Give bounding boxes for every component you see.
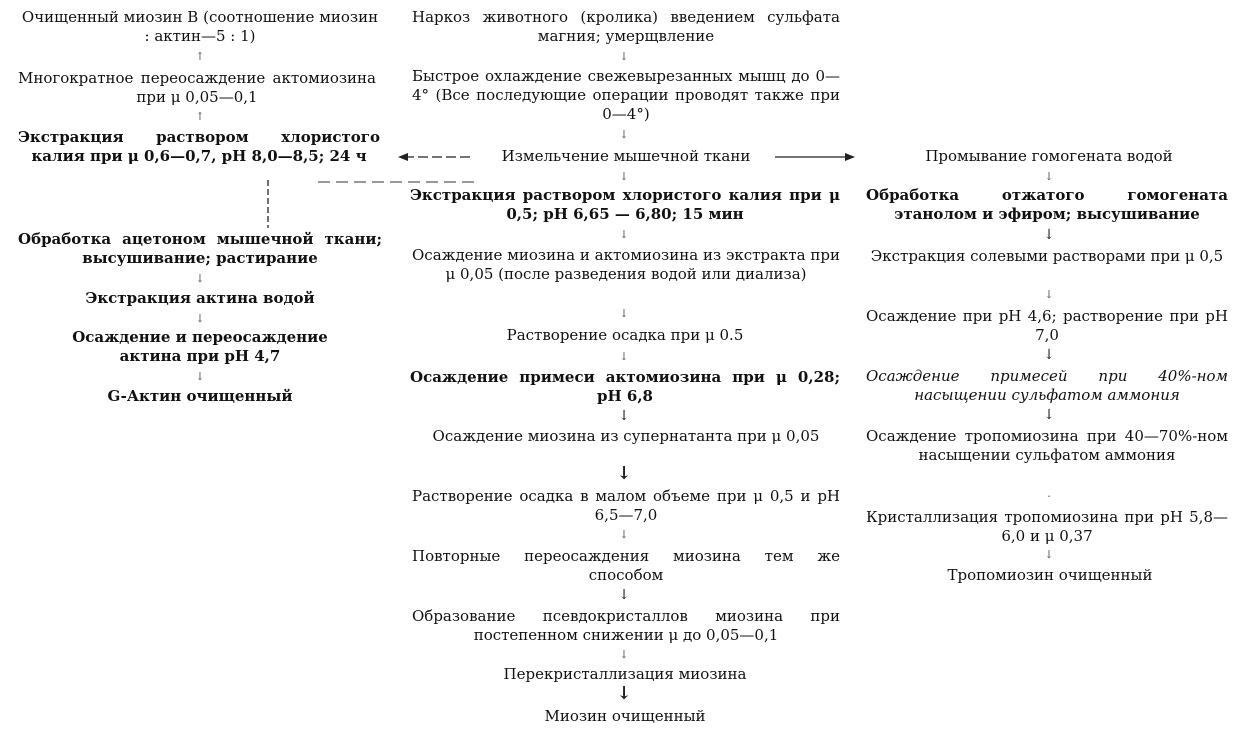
right-step-2: Обработка отжатого гомогената этанолом и эфиром; высушивание <box>866 186 1228 223</box>
center-step-1: Наркоз животного (кролика) введением сульфата магния; умерщвление <box>412 8 840 45</box>
arrow-down-icon: · <box>1047 490 1051 503</box>
right-step-4: Осаждение при pH 4,6; растворение при pH 7,0 <box>866 307 1228 344</box>
arrow-down-icon: ↓ <box>618 587 630 603</box>
arrow-down-icon: ↓ <box>616 683 632 704</box>
arrow-down-icon: ↓ <box>1043 347 1055 363</box>
arrow-down-icon: ↓ <box>195 272 205 285</box>
left-step-3: Экстракция раствором хлористого калия при μ 0,6—0,7, pH 8,0—8,5; 24 ч <box>18 128 380 165</box>
arrow-down-icon: ↓ <box>1043 407 1055 423</box>
center-step-7: Осаждение примеси актомиозина при μ 0,28; pH 6,8 <box>410 368 840 405</box>
center-step-3: Измельчение мышечной ткани <box>501 147 751 165</box>
arrow-down-icon: ↓ <box>195 312 205 325</box>
center-step-2: Быстрое охлаждение свежевырезанных мышц до 0—4° (Все последующие операции проводят также при 0—4°) <box>412 67 840 123</box>
arrow-down-icon: ↓ <box>195 370 205 383</box>
center-step-5: Осаждение миозина и актомиозина из экстракта при μ 0,05 (после разведения водой или диализа) <box>412 246 840 283</box>
arrow-up-icon: ↑ <box>195 110 205 123</box>
arrow-down-icon: ↓ <box>619 128 629 141</box>
right-step-8: Тропомиозин очищенный <box>947 566 1153 584</box>
arrowhead-left <box>398 153 408 161</box>
right-step-6: Осаждение тропомиозина при 40—70%-ном насыщении сульфатом аммония <box>866 427 1228 464</box>
left-step-1: Очищенный миозин В (соотношение миозин : актин—5 : 1) <box>21 8 379 45</box>
right-step-5: Осаждение примесей при 40%-ном насыщении сульфатом аммония <box>866 367 1228 404</box>
center-step-8: Осаждение миозина из супернатанта при μ 0,05 <box>432 427 820 445</box>
arrow-down-icon: ↓ <box>619 170 629 183</box>
arrow-up-icon: ↑ <box>195 50 205 63</box>
left-step-5: Экстракция актина водой <box>85 289 315 307</box>
center-step-6: Растворение осадка при μ 0.5 <box>506 326 744 344</box>
arrow-down-icon: ↓ <box>619 228 629 241</box>
right-step-3: Экстракция солевыми растворами при μ 0,5 <box>870 247 1224 265</box>
left-step-7: G-Актин очищенный <box>107 387 293 405</box>
center-step-10: Повторные переосаждения миозина тем же способом <box>412 547 840 584</box>
right-step-1: Промывание гомогената водой <box>925 147 1173 165</box>
left-step-4: Обработка ацетоном мышечной ткани; высушивание; растирание <box>18 230 382 267</box>
arrow-down-icon: ↓ <box>1044 288 1054 301</box>
arrowhead-right <box>845 153 855 161</box>
arrow-down-icon: ↓ <box>616 463 632 484</box>
right-step-7: Кристаллизация тропомиозина при pH 5,8—6,0 и μ 0,37 <box>866 508 1228 545</box>
arrow-down-icon: ↓ <box>618 408 630 424</box>
left-step-2: Многократное переосаждение актомиозина при μ 0,05—0,1 <box>18 69 376 106</box>
left-step-6: Осаждение и переосаждение актина при pH 4,7 <box>72 328 328 365</box>
arrow-down-icon: ↓ <box>619 528 629 541</box>
arrow-down-icon: ↓ <box>619 350 629 363</box>
arrow-down-icon: ↓ <box>1044 548 1054 561</box>
arrow-down-icon: ↓ <box>619 50 629 63</box>
arrow-down-icon: ↓ <box>619 307 629 320</box>
center-step-4: Экстракция раствором хлористого калия при μ 0,5; pH 6,65 — 6,80; 15 мин <box>410 186 840 223</box>
center-step-11: Образование псевдокристаллов миозина при постепенном снижении μ до 0,05—0,1 <box>412 607 840 644</box>
arrow-down-icon: ↓ <box>1044 170 1054 183</box>
arrow-down-icon: ↓ <box>619 648 629 661</box>
center-step-9: Растворение осадка в малом объеме при μ 0,5 и pH 6,5—7,0 <box>412 487 840 524</box>
arrow-down-icon: ↓ <box>1043 227 1055 243</box>
center-step-12: Перекристаллизация миозина <box>503 665 747 683</box>
center-step-13: Миозин очищенный <box>544 707 706 725</box>
